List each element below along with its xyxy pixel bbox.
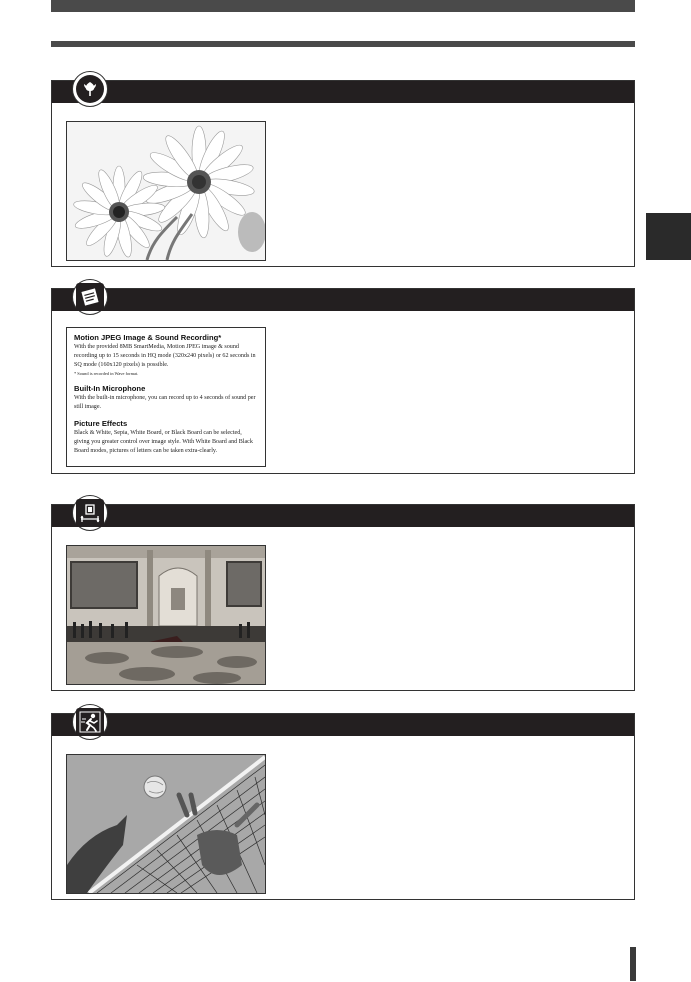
microphone-body: With the built-in microphone, you can record up to 4 seconds of sound per still image. [74,395,256,410]
section-landscape [51,504,635,691]
feature-description-card [66,327,266,467]
notepad-icon [76,283,104,311]
motion-jpeg-heading: Motion JPEG Image & Sound Recording* [74,333,222,342]
section-header-bar [52,289,634,311]
volleyball-photo [66,754,266,894]
microphone-heading: Built-In Microphone [74,383,146,393]
flower-photo [66,121,266,261]
mode-badge [72,495,108,531]
museum-interior-photo [66,545,266,685]
section-header-bar [52,714,634,736]
section-features [51,288,635,474]
picture-effects-heading: Picture Effects [74,418,128,428]
motion-jpeg-note: * Sound is recorded in Wave format. [74,370,139,376]
section-macro [51,80,635,267]
mode-badge [72,71,108,107]
motion-jpeg-body: With the provided 8MB SmartMedia, Motion JPEG image & sound recording up to 15 seconds in HQ mode (320x240 pixels) or 62 seconds in SQ mode (160x120 pixels) is possible. [74,344,256,368]
section-sports [51,713,635,900]
section-header-bar [52,81,634,103]
panorama-landscape-icon [76,499,104,527]
macro-flower-icon [76,75,104,103]
mode-badge [72,704,108,740]
mode-badge [72,279,108,315]
chapter-tab [646,213,691,260]
page-marker [630,947,636,981]
picture-effects-body: Black & White, Sepia, White Board, or Black Board can be selected, giving you greater control over image style. With White Board and Black Board modes, pictures of letters can be taken extra-clearly. [74,429,253,454]
section-header-bar [52,505,634,527]
header-rule [51,41,635,47]
sports-runner-icon [76,708,104,736]
header-bar [51,0,635,12]
